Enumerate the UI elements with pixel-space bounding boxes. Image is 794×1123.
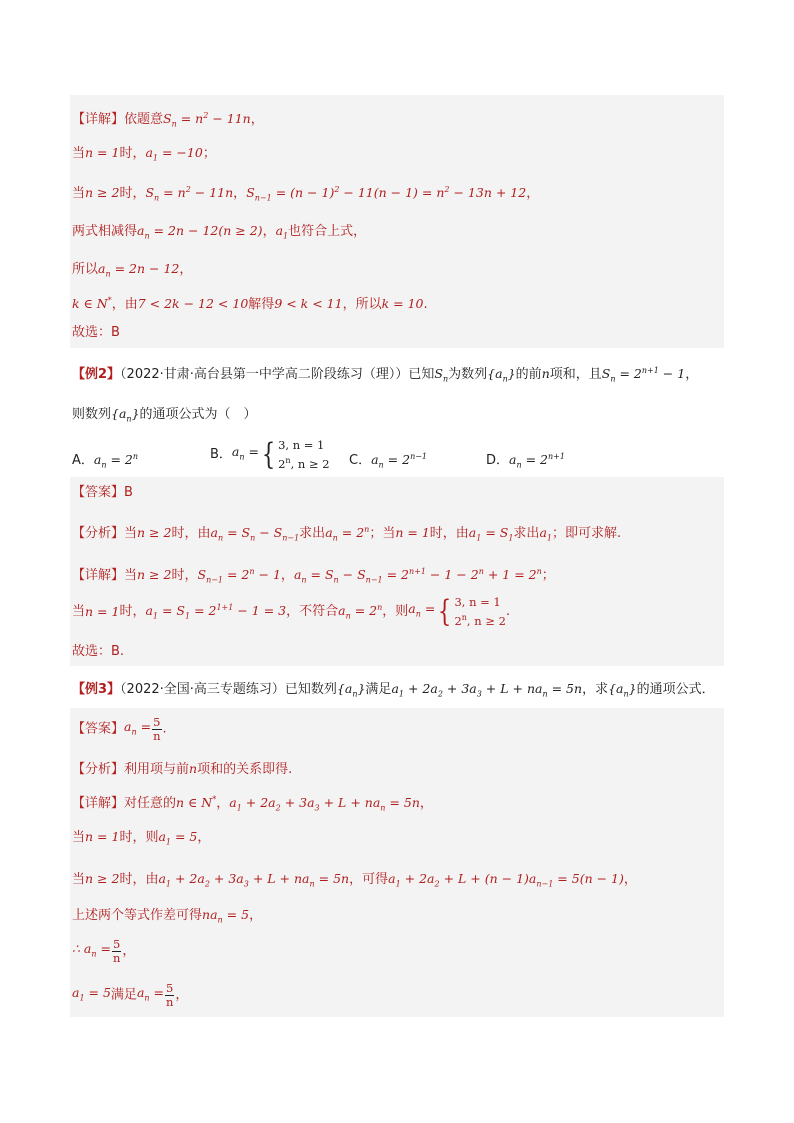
text-segment: n	[461, 613, 467, 622]
option-c	[349, 448, 427, 475]
text-segment: 的通项公式．	[636, 682, 715, 697]
text-segment: n+1	[548, 452, 565, 461]
text-segment: ；即可求解.	[551, 526, 622, 542]
text-segment: 1	[395, 879, 401, 889]
option-a	[72, 448, 138, 475]
text-segment: ；当	[369, 526, 396, 542]
text-segment: n	[101, 460, 107, 470]
math-expression: $a_1 = S_1$	[468, 525, 514, 543]
b1-line-7	[72, 324, 120, 342]
text-segment: 当	[124, 568, 138, 584]
text-segment: 满足	[365, 682, 392, 697]
text-segment: n	[171, 119, 177, 129]
text-segment: ，	[526, 186, 540, 202]
math-expression: $a_n = 2n - 12(n \ge 2)$	[137, 223, 263, 241]
b1-line-2	[72, 144, 216, 168]
text-segment: n	[516, 460, 522, 470]
text-segment: n−1	[365, 575, 383, 585]
text-segment: n	[301, 575, 307, 585]
text-segment: ，	[419, 796, 433, 812]
text-segment: n	[478, 567, 484, 576]
b1-line-1	[72, 107, 264, 134]
text-segment: 故选：B	[72, 325, 120, 340]
text-segment: 则数列	[72, 407, 112, 422]
math-expression: $a_1$	[539, 525, 552, 543]
math-expression: $S_{n-1} = 2^n - 1$	[197, 567, 281, 585]
text-segment: D．	[486, 453, 510, 469]
text-segment: 2	[334, 185, 340, 194]
text-segment: n	[153, 729, 161, 743]
math-expression: n = 1	[395, 525, 430, 541]
math-expression: $a_1 = 5$	[72, 984, 111, 1003]
text-segment: 1	[152, 153, 159, 163]
math-expression: $S_n$	[434, 366, 449, 384]
text-segment: 【答案】	[72, 721, 125, 737]
text-segment: 时，由	[429, 526, 469, 542]
text-segment: 当	[72, 830, 86, 845]
text-segment: n	[380, 803, 386, 813]
text-segment: 【分析】	[72, 762, 125, 777]
text-segment: *	[212, 795, 217, 804]
math-expression: $S_{n-1} = (n - 1)^2 - 11(n - 1) = n^2 - 13n + 12$	[246, 185, 527, 203]
text-segment: ，	[280, 568, 294, 584]
ex3-detail-3	[72, 870, 637, 894]
b1-line-3	[72, 181, 539, 208]
text-segment: n	[502, 374, 508, 384]
text-segment: n−1	[254, 193, 272, 203]
math-expression: $\{a_n\}$	[111, 406, 140, 424]
text-segment: n	[364, 525, 370, 534]
text-segment: 2$^n$, n ≥ 2	[454, 613, 506, 628]
text-segment: ，	[179, 262, 193, 277]
text-segment: 1	[508, 533, 514, 543]
math-expression: n	[189, 761, 198, 776]
ex2-question-line-2	[72, 405, 257, 429]
text-segment: n	[249, 567, 255, 576]
b1-line-6	[72, 292, 428, 314]
text-segment: 对任意的	[124, 796, 177, 812]
math-expression: $\{a_n\}$	[608, 681, 637, 699]
text-segment: 2	[434, 879, 440, 889]
math-expression: $a_1 + 2a_2 + L + (n - 1)a_{n-1} = 5(n - 1)$	[388, 871, 624, 889]
math-expression: $\{a_n\}$	[336, 681, 366, 699]
text-segment: 项和，且	[549, 367, 602, 383]
text-segment: 【详解】	[72, 112, 125, 128]
text-segment: 时，由	[119, 872, 159, 887]
text-segment: 时，则	[119, 830, 159, 845]
text-segment: 1	[79, 993, 85, 1003]
text-segment: n	[536, 567, 542, 576]
text-segment: 1+1	[216, 602, 234, 612]
math-expression: n ≥ 2	[85, 871, 120, 886]
math-expression: $a_n$ =	[408, 601, 436, 619]
math-expression: $a_n$ =	[136, 984, 164, 1003]
math-expression: n = 1	[85, 829, 120, 844]
text-segment: 故选：B.	[72, 644, 125, 659]
text-segment: 【分析】	[72, 526, 125, 542]
ex2-answer	[72, 484, 133, 502]
ex3-question	[72, 680, 715, 704]
text-segment: 2	[437, 689, 443, 699]
text-segment: ，所以	[342, 297, 382, 313]
math-expression: n = 1	[85, 145, 120, 160]
math-expression: $a_n = S_n - S_{n-1}$	[210, 525, 300, 543]
math-expression: ∴ $a_n$ =	[72, 940, 111, 959]
text-segment: n	[144, 993, 150, 1003]
text-segment: n−1	[206, 575, 224, 585]
ex2-detail-1	[72, 563, 555, 590]
text-segment: 1	[283, 231, 289, 241]
text-segment: 当	[124, 526, 138, 542]
text-segment: 2$^n$, n ≥ 2	[278, 456, 330, 471]
text-segment: n	[442, 374, 449, 384]
text-segment: 2	[275, 803, 281, 813]
text-segment: .	[162, 721, 167, 737]
text-segment: 1	[236, 803, 242, 813]
ex3-detail-4	[72, 906, 262, 930]
text-segment: ，则	[382, 603, 409, 619]
math-expression: $na_n = 5$	[202, 907, 250, 925]
text-segment: n	[113, 951, 121, 965]
math-expression: 9 < k < 11	[274, 296, 343, 312]
math-expression: $a_n = 2^n$	[325, 525, 370, 543]
text-segment: 【详解】	[72, 568, 125, 584]
text-segment: n	[309, 879, 315, 889]
text-segment: 时，	[119, 603, 146, 619]
text-segment: n+1	[641, 366, 659, 375]
text-segment: 当	[72, 603, 86, 619]
text-segment: n	[239, 452, 245, 462]
math-expression: n ∈ N*	[176, 795, 217, 811]
text-segment: 2	[204, 879, 210, 889]
math-expression: $a_1$	[275, 223, 289, 241]
text-segment: n	[333, 575, 339, 585]
ex3-detail-1	[72, 791, 433, 818]
text-segment: 3	[314, 803, 320, 813]
text-segment: *	[107, 296, 112, 305]
text-segment: 利用项与前	[124, 762, 190, 777]
math-expression: k ∈ N*	[72, 296, 112, 312]
text-segment: 5	[113, 937, 121, 951]
text-segment: n	[352, 689, 358, 699]
text-segment: ，可得	[349, 872, 389, 887]
ex3-detail-6	[72, 982, 188, 1012]
text-segment: 1	[476, 533, 482, 543]
math-expression: n	[541, 366, 550, 382]
text-segment: ，不符合	[286, 603, 339, 619]
text-segment: 【例3】	[72, 682, 121, 697]
text-segment: 3, n = 1	[454, 595, 501, 609]
text-segment: 为数列	[448, 367, 488, 383]
text-segment: n	[217, 915, 223, 925]
text-segment	[165, 982, 174, 1009]
text-segment: （2022·甘肃·高台县第一中学高二阶段练习（理））已知	[120, 367, 435, 383]
text-segment: 2	[185, 185, 191, 194]
text-segment: 【例2】	[72, 367, 121, 383]
text-segment: 解得	[248, 297, 275, 313]
option-b	[210, 438, 330, 472]
text-segment: 当	[72, 186, 86, 202]
text-segment: .	[423, 297, 428, 313]
math-expression: $a_n = 2n - 12$	[98, 261, 180, 279]
text-segment: 依题意	[124, 112, 164, 128]
text-segment: 5	[153, 715, 161, 729]
text-segment	[435, 595, 506, 629]
text-segment: 1	[165, 879, 172, 889]
text-segment: ；	[541, 568, 555, 584]
text-segment: ，	[685, 367, 699, 383]
text-segment: n	[91, 949, 97, 959]
text-segment: 当	[72, 146, 86, 161]
text-segment: ，	[122, 943, 136, 959]
text-segment: 2	[444, 185, 450, 194]
math-expression: $S_n = n^2 - 11n$	[163, 111, 251, 129]
text-segment: {	[261, 436, 276, 472]
text-segment: .	[505, 603, 511, 619]
solution-block-3	[70, 708, 724, 1017]
text-segment: n	[610, 374, 616, 384]
text-segment	[454, 595, 505, 629]
ex2-detail-3	[72, 643, 124, 661]
text-segment: 1	[152, 611, 159, 621]
text-segment: ，	[262, 224, 276, 239]
ex3-answer	[72, 716, 167, 746]
text-segment: 时，	[171, 568, 198, 584]
text-segment: 3	[243, 879, 249, 889]
text-segment: n	[332, 533, 338, 543]
text-segment	[112, 938, 121, 965]
ex3-detail-5	[72, 938, 135, 968]
math-expression: $S_n = n^2 - 11n$	[145, 185, 234, 203]
text-segment: ，求	[582, 682, 609, 697]
math-expression: $a_n = 2^n$	[93, 452, 139, 470]
text-segment: 【答案】	[72, 485, 125, 500]
text-segment: ，	[233, 186, 247, 202]
ex3-analysis	[72, 760, 292, 779]
math-expression: $a_n$ =	[231, 444, 259, 462]
b1-line-5	[72, 260, 192, 284]
text-segment: 也符合上式，	[288, 224, 367, 239]
text-segment: 满足	[110, 987, 137, 1003]
math-expression: $S_n = 2^{n+1} - 1$	[601, 366, 686, 384]
text-segment: ；	[202, 146, 216, 161]
math-expression: $\{a_n\}$	[487, 366, 516, 384]
text-segment: n	[345, 611, 351, 621]
text-segment: 时，	[119, 146, 146, 161]
text-segment: n	[166, 995, 174, 1009]
text-segment: n	[154, 193, 160, 203]
text-segment: n	[144, 231, 150, 241]
text-segment: n	[126, 414, 132, 424]
option-d	[486, 448, 565, 475]
math-expression: $a_1 = -10$	[145, 145, 203, 163]
text-segment: B	[124, 485, 133, 500]
text-segment: （2022·全国·高三专题练习）已知数列	[120, 682, 337, 697]
text-segment: 【详解】	[72, 796, 125, 812]
text-segment: ，	[216, 796, 230, 812]
text-segment: n	[285, 456, 291, 465]
text-segment: A．	[72, 453, 94, 469]
text-segment: n−1	[282, 533, 300, 543]
math-expression: $a_1 + 2a_2 + 3a_3 + L + na_n = 5n$	[229, 795, 420, 813]
text-segment	[259, 438, 330, 472]
text-segment: 1	[546, 533, 552, 543]
math-expression: n ≥ 2	[85, 185, 120, 201]
text-segment: n	[377, 602, 383, 612]
math-expression: $a_1 + 2a_2 + 3a_3 + L + na_n = 5n$	[391, 681, 583, 699]
text-segment: ，	[197, 830, 211, 845]
text-segment: 1	[165, 837, 172, 847]
text-segment: ，	[175, 987, 189, 1003]
text-segment: ，由	[111, 297, 138, 313]
text-segment: n−1	[410, 452, 428, 461]
text-segment: 上述两个等式作差可得	[72, 908, 203, 923]
text-segment: n	[623, 689, 629, 699]
math-expression: n ≥ 2	[137, 525, 172, 541]
math-expression: 7 < 2k − 12 < 10	[137, 296, 249, 312]
text-segment: 的前	[515, 367, 542, 383]
math-expression: $a_1 + 2a_2 + 3a_3 + L + na_n = 5n$	[158, 871, 350, 889]
text-segment: n	[131, 727, 137, 737]
text-segment	[152, 716, 161, 743]
text-segment: 所以	[72, 262, 99, 277]
text-segment: {	[438, 593, 452, 629]
text-segment: 3, n = 1	[278, 438, 325, 452]
text-segment: 1	[185, 611, 191, 621]
text-segment: 5	[166, 981, 174, 995]
text-segment: n	[250, 533, 256, 543]
text-segment: 两式相减得	[72, 224, 138, 239]
text-segment: ，	[623, 872, 637, 887]
ex2-options	[72, 436, 712, 476]
math-expression: $a_1 = 5$	[158, 829, 198, 847]
text-segment: n+1	[409, 567, 426, 576]
text-segment: n−1	[536, 879, 554, 889]
text-segment: 3	[476, 689, 482, 699]
math-expression: $a_n = S_n - S_{n-1} = 2^{n+1} - 1 - 2^n + 1 = 2^n$	[293, 567, 542, 585]
text-segment: n	[378, 460, 384, 470]
text-segment: n	[132, 452, 139, 461]
text-segment: ，	[249, 908, 263, 923]
math-expression: $a_1 = S_1 = 2^{1+1} - 1 = 3$	[145, 602, 287, 621]
text-segment: 求出	[513, 526, 540, 542]
math-expression: $a_n$ =	[124, 718, 152, 737]
math-expression: $a_n = 2^{n-1}$	[371, 452, 428, 470]
text-segment: 项和的关系即得.	[197, 762, 293, 777]
text-segment: 时，由	[171, 526, 211, 542]
text-segment: 当	[72, 872, 86, 887]
math-expression: $a_n = 2^n$	[338, 602, 383, 621]
ex3-detail-2	[72, 828, 210, 852]
text-segment: 时，	[119, 186, 146, 202]
ex2-detail-2	[72, 595, 510, 629]
text-segment: n	[217, 533, 224, 543]
text-segment: C．	[349, 453, 372, 469]
text-segment	[278, 438, 329, 472]
text-segment: 2	[203, 111, 209, 120]
text-segment: B．	[210, 446, 232, 462]
text-segment: 1	[398, 689, 404, 699]
text-segment: 的通项公式为（ ）	[139, 407, 257, 422]
ex2-analysis	[72, 521, 621, 548]
text-segment: 求出	[299, 526, 326, 542]
math-expression: k = 10	[381, 296, 424, 312]
text-segment: n	[542, 689, 548, 699]
text-segment: ，	[250, 112, 264, 128]
text-segment: n	[105, 269, 111, 279]
text-segment: n	[415, 609, 421, 619]
math-expression: n = 1	[85, 603, 120, 619]
b1-line-4	[72, 222, 366, 246]
math-expression: n ≥ 2	[137, 567, 172, 583]
ex2-question-line-1	[72, 362, 698, 389]
math-expression: $a_n = 2^{n+1}$	[509, 452, 565, 470]
